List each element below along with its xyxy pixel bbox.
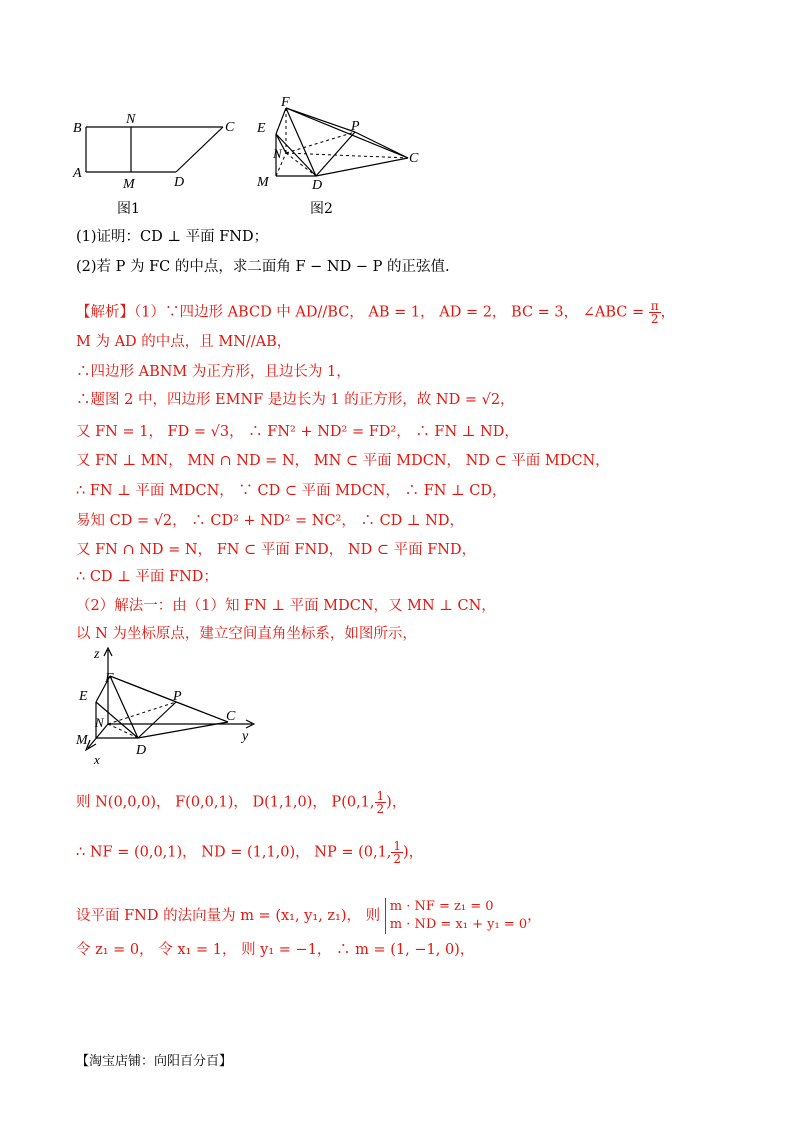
solution-line-15-text: 设平面 FND 的法向量为 m = (x₁, y₁, z₁)， 则 (76, 908, 381, 924)
question-1: (1)证明：CD ⊥ 平面 FND； (76, 229, 269, 245)
solution-line-7: ∴ FN ⊥ 平面 MDCN， ∵ CD ⊂ 平面 MDCN， ∴ FN ⊥ CD， (76, 483, 507, 499)
pi-over-2-fraction (649, 300, 661, 325)
fraction-numerator: π (650, 299, 659, 313)
solution-line-13-end: )， (386, 794, 407, 811)
label-D: D (312, 178, 323, 192)
label-C: C (226, 709, 236, 724)
axis-label-x: x (94, 752, 100, 765)
solution-line-15-end: ， (527, 908, 542, 924)
equation-system-row-1: m · NF = z₁ = 0 (389, 899, 494, 914)
fraction-denominator: 2 (650, 312, 659, 326)
fraction-numerator: 1 (393, 839, 402, 853)
label-P: P (173, 689, 182, 704)
analysis-tag: 【解析】 (76, 304, 134, 321)
solution-line-1-text: （1）∵四边形 ABCD 中 AD//BC， AB = 1， AD = 2， BC = 3， ∠ABC = (134, 304, 645, 321)
label-A: A (73, 166, 82, 181)
solution-line-11: （2）解法一：由（1）知 FN ⊥ 平面 MDCN，又 MN ⊥ CN， (76, 598, 496, 614)
label-F: F (105, 671, 114, 686)
label-P: P (351, 119, 360, 134)
label-F: F (281, 95, 290, 110)
solution-line-4: ∴题图 2 中，四边形 EMNF 是边长为 1 的正方形，故 ND = √2， (76, 392, 515, 408)
solution-line-16: 令 z₁ = 0， 令 x₁ = 1， 则 y₁ = −1， ∴ m = (1, −1, 0)， (76, 942, 475, 958)
label-C: C (409, 151, 419, 166)
solution-line-14-end: )， (403, 844, 424, 861)
label-D: D (136, 743, 147, 758)
solution-line-6: 又 FN ⊥ MN， MN ∩ ND = N， MN ⊂ 平面 MDCN， ND ⊂ 平面 MDCN， (76, 453, 610, 469)
solution-line-1: 【解析】（1）∵四边形 ABCD 中 AD//BC， AB = 1， AD = 2， BC = 3， ∠ABC = $\frac{\pi}{2}$ ， (76, 299, 676, 326)
solution-line-2: M 为 AD 的中点，且 MN//AB， (76, 334, 292, 350)
figure-1-caption: 图1 (117, 201, 140, 217)
fraction-denominator: 2 (376, 802, 385, 816)
solution-line-8: 易知 CD = √2， ∴ CD² + ND² = NC²， ∴ CD ⊥ ND， (76, 513, 464, 529)
figure-1 (70, 108, 250, 192)
label-D: D (174, 175, 185, 190)
footer-shop-label: 【淘宝店铺：向阳百分百】 (76, 1054, 233, 1069)
question-2: (2)若 P 为 FC 的中点，求二面角 F − ND − P 的正弦值. (76, 259, 450, 275)
solution-line-13 (76, 790, 406, 815)
solution-line-3: ∴四边形 ABNM 为正方形，且边长为 1， (76, 364, 351, 380)
label-N: N (95, 715, 104, 730)
axis-label-z: z (94, 647, 100, 662)
solution-line-14-text: ∴ NF = (0,0,1)， ND = (1,1,0)， NP = (0,1, (76, 844, 392, 861)
solution-line-12: 以 N 为坐标原点，建立空间直角坐标系，如图所示， (76, 626, 417, 642)
fraction-denominator: 2 (393, 852, 402, 866)
solution-line-5: 又 FN = 1， FD = √3， ∴ FN² + ND² = FD²， ∴ FN ⊥ ND， (76, 424, 519, 440)
solution-line-15 (76, 898, 542, 934)
label-B: B (73, 121, 82, 136)
label-E: E (79, 689, 88, 704)
equation-system (385, 898, 527, 934)
figure-2-caption: 图2 (310, 201, 333, 217)
label-E: E (257, 121, 266, 136)
equation-system-row-2: m · ND = x₁ + y₁ = 0 (389, 917, 528, 932)
label-M: M (123, 177, 135, 192)
label-N: N (273, 146, 282, 161)
solution-line-14 (76, 840, 423, 865)
figure-2 (252, 94, 432, 192)
solution-line-13-text: 则 N(0,0,0)， F(0,0,1)， D(1,1,0)， P(0,1, (76, 794, 375, 811)
label-M: M (76, 733, 88, 748)
label-N: N (126, 112, 136, 127)
solution-line-10: ∴ CD ⊥ 平面 FND； (76, 569, 218, 585)
solution-line-9: 又 FN ∩ ND = N， FN ⊂ 平面 FND， ND ⊂ 平面 FND， (76, 542, 477, 558)
figure-3-coordinate-system (72, 640, 272, 765)
label-C: C (225, 120, 235, 135)
half-fraction (375, 790, 387, 815)
half-fraction (391, 840, 403, 865)
fraction-numerator: 1 (376, 789, 385, 803)
axis-label-y: y (242, 729, 249, 744)
label-M: M (257, 175, 269, 190)
